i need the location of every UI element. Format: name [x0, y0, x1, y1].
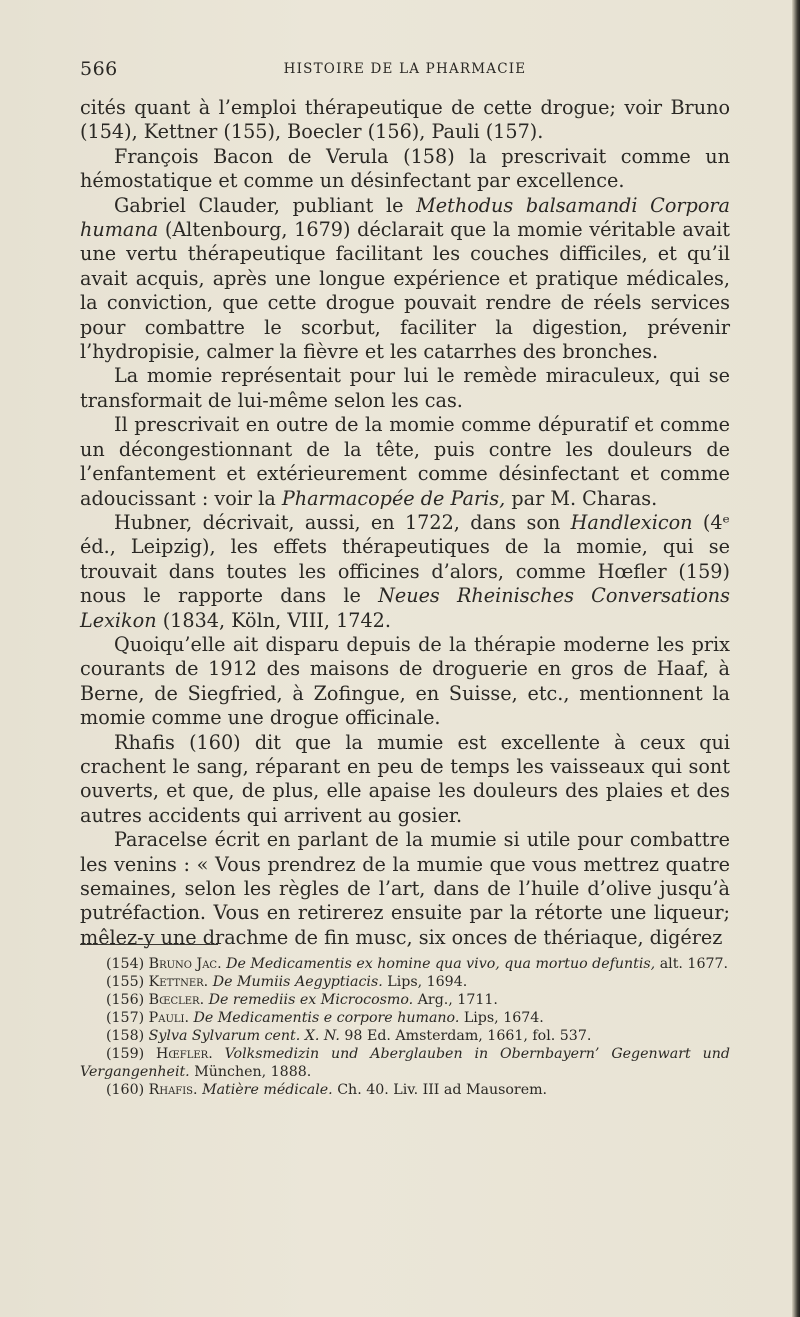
paragraph-5: [80, 413, 730, 511]
footnote-title: Matière médicale.: [202, 1082, 333, 1098]
footnote-rest: Lips, 1694.: [382, 974, 468, 990]
footnote-number: (156): [106, 992, 145, 1008]
footnote-author: Bruno Jac.: [148, 956, 222, 972]
paragraph-3-book-title: Methodus balsamandi Corpora humana: [80, 193, 730, 242]
footnote-rest: Ch. 40. Liv. III ad Mausorem.: [332, 1082, 548, 1098]
footnote-title: De Mumiis Aegyptiacis.: [212, 974, 383, 990]
footnote-number: (159): [106, 1046, 145, 1062]
footnote: [80, 1081, 730, 1099]
footnote: [80, 991, 730, 1009]
footnote-author: Pauli.: [148, 1010, 189, 1026]
footnote-number: (154): [106, 956, 145, 972]
footnotes: [80, 955, 730, 1099]
page-edge-shadow: [792, 0, 800, 1317]
footnote-author: Kettner.: [148, 974, 209, 990]
footnote-title: De remediis ex Microcosmo.: [208, 992, 414, 1008]
page-number: 566: [80, 58, 118, 80]
footnote-rest: Arg., 1711.: [413, 992, 498, 1008]
running-title: HISTOIRE DE LA PHARMACIE: [283, 61, 527, 77]
footnote-title: De Medicamentis e corpore humano.: [193, 1010, 460, 1026]
footnote-author: Rhafis.: [148, 1082, 198, 1098]
footnote-author: Bœcler.: [148, 992, 205, 1008]
paragraph-6-text-a: Hubner, décrivait, aussi, en 1722, dans son: [114, 510, 571, 534]
paragraph-6-text-b: (4ᵉ éd., Leipzig), les effets thérapeutiques de la momie, qui se trouvait dans toutes les officines d’alors, comme Hœfler (159) nous le rapporte dans le: [80, 510, 730, 608]
page-header: [80, 58, 730, 82]
paragraph-4: La momie représentait pour lui le remède miraculeux, qui se transformait de lui-même selon les cas.: [80, 364, 730, 412]
footnote-number: (160): [106, 1082, 145, 1098]
paragraph-7: Quoiqu’elle ait disparu depuis de la thérapie moderne les prix courants de 1912 des maisons de droguerie en gros de Haaf, à Berne, de Siegfried, à Zofingue, en Suisse, etc., mentionnent la momie comme une drogue officinale.: [80, 632, 730, 730]
paragraph-6-book-title-1: Handlexicon: [570, 510, 693, 534]
paragraph-6-text-c: (1834, Köln, VIII, 1742.: [156, 608, 391, 632]
footnote-number: (157): [106, 1010, 145, 1026]
paragraph-3-text-a: Gabriel Clauder, publiant le: [114, 193, 417, 217]
paragraph-5-text-b: par M. Charas.: [505, 486, 658, 510]
footnote: [80, 955, 730, 973]
body-text: [80, 96, 730, 950]
footnote: [80, 973, 730, 991]
footnote: [80, 1045, 730, 1081]
paragraph-6: [80, 511, 730, 633]
footnote-separator: [80, 944, 218, 945]
footnote-rest: Lips, 1674.: [459, 1010, 544, 1026]
paragraph-5-text-a: Il prescrivait en outre de la momie comme dépuratif et comme un décongestionnant de la tête, puis contre les douleurs de l’enfantement et extérieurement comme désinfectant et comme adoucissant : voir la: [80, 413, 730, 510]
footnote-rest: München, 1888.: [189, 1064, 312, 1080]
footnote-number: (155): [106, 974, 145, 990]
paragraph-2: François Bacon de Verula (158) la prescrivait comme un hémostatique et comme un désinfectant par excellence.: [80, 144, 730, 193]
paragraph-3-text-b: (Altenbourg, 1679) déclarait que la momie véritable avait une vertu thérapeutique facilitant les couches difficiles, et qu’il avait acquis, après une longue expérience et pratique médicales, la conviction, que cette drogue pouvait rendre de réels services pour combattre le scorbut, faciliter la digestion, prévenir l’hydropisie, calmer la fièvre et les catarrhes des bronches.: [80, 218, 730, 364]
footnote: [80, 1009, 730, 1027]
paragraph-8: Rhafis (160) dit que la mumie est excellente à ceux qui crachent le sang, réparant en peu de temps les vaisseaux qui sont ouverts, et que, de plus, elle apaise les douleurs des plaies et des autres accidents qui arrivent au gosier.: [80, 730, 730, 827]
paragraph-3: [80, 194, 730, 365]
paragraph-5-book-title: Pharmacopée de Paris,: [281, 486, 506, 510]
paragraph-1: cités quant à l’emploi thérapeutique de cette drogue; voir Bruno (154), Kettner (155), Boecler (156), Pauli (157).: [80, 96, 730, 144]
paragraph-6-book-title-2: Neues Rheinisches Conversations Lexikon: [80, 584, 730, 632]
footnote-number: (158): [106, 1028, 145, 1044]
footnote-author: Hœfler.: [156, 1046, 213, 1062]
footnote-rest: 98 Ed. Amsterdam, 1661, fol. 537.: [339, 1028, 592, 1044]
footnote: [80, 1027, 730, 1045]
paragraph-9: Paracelse écrit en parlant de la mumie si utile pour combattre les venins : « Vous prendrez de la mumie que vous mettrez quatre semaines, selon les règles de l’art, dans de l’huile d’olive jusqu’à putréfaction. Vous en retirerez ensuite par la rétorte une liqueur; mêlez-y une drachme de fin musc, six onces de thériaque, digérez: [80, 828, 730, 949]
footnote-title: Volksmedizin und Aberglauben in Obernbayern’ Gegenwart und Vergangenheit.: [80, 1046, 730, 1080]
footnote-title: De Medicamentis ex homine qua vivo, qua mortuo defuntis,: [226, 956, 656, 972]
footnote-rest: alt. 1677.: [655, 956, 729, 972]
footnote-title: Sylva Sylvarum cent. X. N.: [148, 1028, 340, 1044]
